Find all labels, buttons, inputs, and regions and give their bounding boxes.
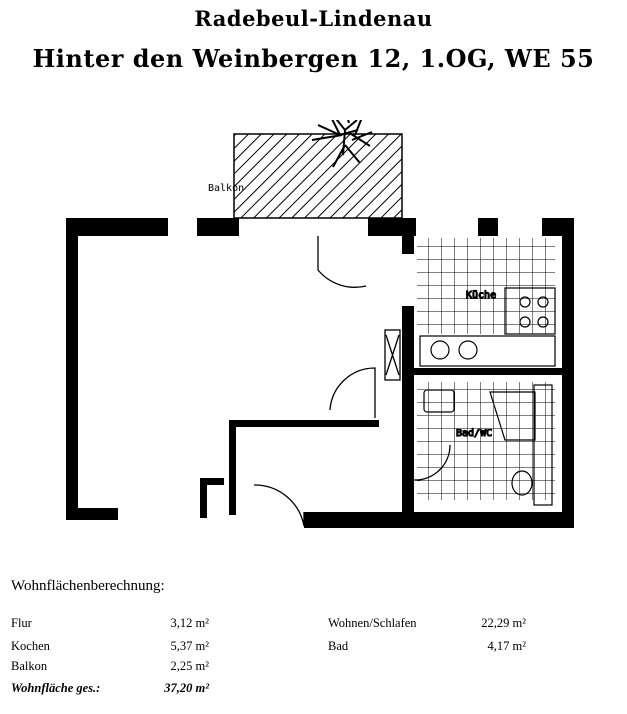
area-label: Bad	[328, 639, 349, 653]
area-row	[11, 639, 209, 655]
kitchen-tiles	[417, 238, 555, 334]
area-row	[328, 616, 526, 632]
area-label: Kochen	[11, 639, 50, 653]
area-value: 3,12 m²	[170, 616, 209, 630]
balkon-label: Balkon	[208, 183, 245, 194]
area-calculation-title: Wohnflächenberechnung:	[11, 578, 165, 594]
total-area-row	[11, 681, 209, 697]
area-row	[328, 639, 526, 655]
kueche-label: Küche	[466, 290, 497, 301]
balcony	[208, 120, 402, 218]
area-row	[11, 659, 209, 675]
area-label: Wohnen/Schlafen	[328, 616, 417, 630]
address-heading: Hinter den Weinbergen 12, 1.OG, WE 55	[32, 44, 595, 73]
floor-plan	[0, 120, 627, 540]
area-row	[11, 616, 209, 632]
area-value: 5,37 m²	[170, 639, 209, 653]
area-value: 2,25 m²	[170, 659, 209, 673]
page-title: Radebeul-Lindenau	[194, 6, 433, 31]
area-value: 22,29 m²	[481, 616, 526, 630]
total-area-label: Wohnfläche ges.:	[11, 681, 101, 695]
bad-label: Bad/WC	[456, 428, 493, 439]
total-area-value: 37,20 m²	[164, 681, 209, 695]
area-label: Balkon	[11, 659, 48, 673]
area-label: Flur	[11, 616, 32, 630]
area-value: 4,17 m²	[487, 639, 526, 653]
